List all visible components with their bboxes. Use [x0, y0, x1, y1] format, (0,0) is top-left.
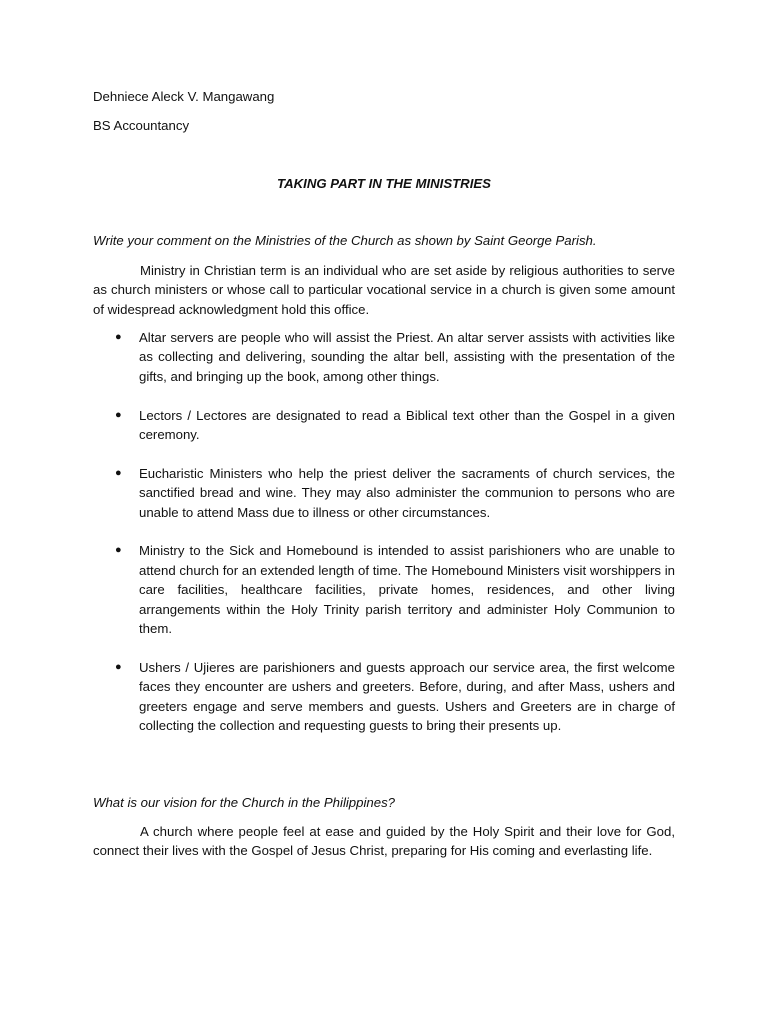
list-item-text: Lectors / Lectores are designated to read a Biblical text other than the Gospel in a given ceremony. [139, 407, 675, 443]
list-item-text: Eucharistic Ministers who help the priest deliver the sacraments of church services, the sanctified bread and wine. They may also administer the communion to persons who are unable to attend Mass due to illness or other circumstances. [139, 465, 675, 520]
list-item [93, 328, 675, 386]
list-item [93, 406, 675, 445]
document-title: TAKING PART IN THE MINISTRIES [277, 176, 491, 191]
bullet-icon: ● [115, 544, 122, 557]
question-ministries: Write your comment on the Ministries of the Church as shown by Saint George Parish. [93, 233, 597, 248]
ministries-list [93, 328, 675, 755]
list-item [93, 658, 675, 736]
vision-paragraph: A church where people feel at ease and guided by the Holy Spirit and their love for God, connect their lives with the Gospel of Jesus Christ, preparing for His coming and everlasting life. [93, 824, 675, 859]
list-item [93, 464, 675, 522]
question-vision: What is our vision for the Church in the Philippines? [93, 795, 395, 810]
intro-paragraph: Ministry in Christian term is an individual who are set aside by religious authorities to serve as church ministers or whose call to particular vocational service in a church is given some amount of widespread acknowledgment hold this office. [93, 263, 675, 317]
list-item-text: Altar servers are people who will assist the Priest. An altar server assists with activities like as collecting and delivering, sounding the altar bell, assisting with the presentation of the gifts, and bringing up the book, among other things. [139, 330, 675, 384]
course-name: BS Accountancy [93, 118, 190, 133]
list-item [93, 541, 675, 638]
bullet-icon: ● [115, 660, 122, 673]
bullet-icon: ● [115, 331, 122, 343]
bullet-icon: ● [115, 408, 122, 421]
list-item-text: Ministry to the Sick and Homebound is intended to assist parishioners who are unable to attend church for an extended length of time. The Homebound Ministers visit worshippers in care facilities, healthcare facilities, private homes, residences, and other living arrangements within the Holy Trinity parish territory and administer Holy Communion to them. [139, 543, 675, 637]
author-name: Dehniece Aleck V. Mangawang [93, 89, 275, 104]
list-item-text: Ushers / Ujieres are parishioners and guests approach our service area, the first welcome faces they encounter are ushers and greeters. Before, during, and after Mass, ushers and greeters engage and serve members and guests. Ushers and Greeters are in charge of collecting the collection and requesting guests to bring their presents up. [139, 659, 675, 734]
bullet-icon: ● [115, 466, 122, 479]
